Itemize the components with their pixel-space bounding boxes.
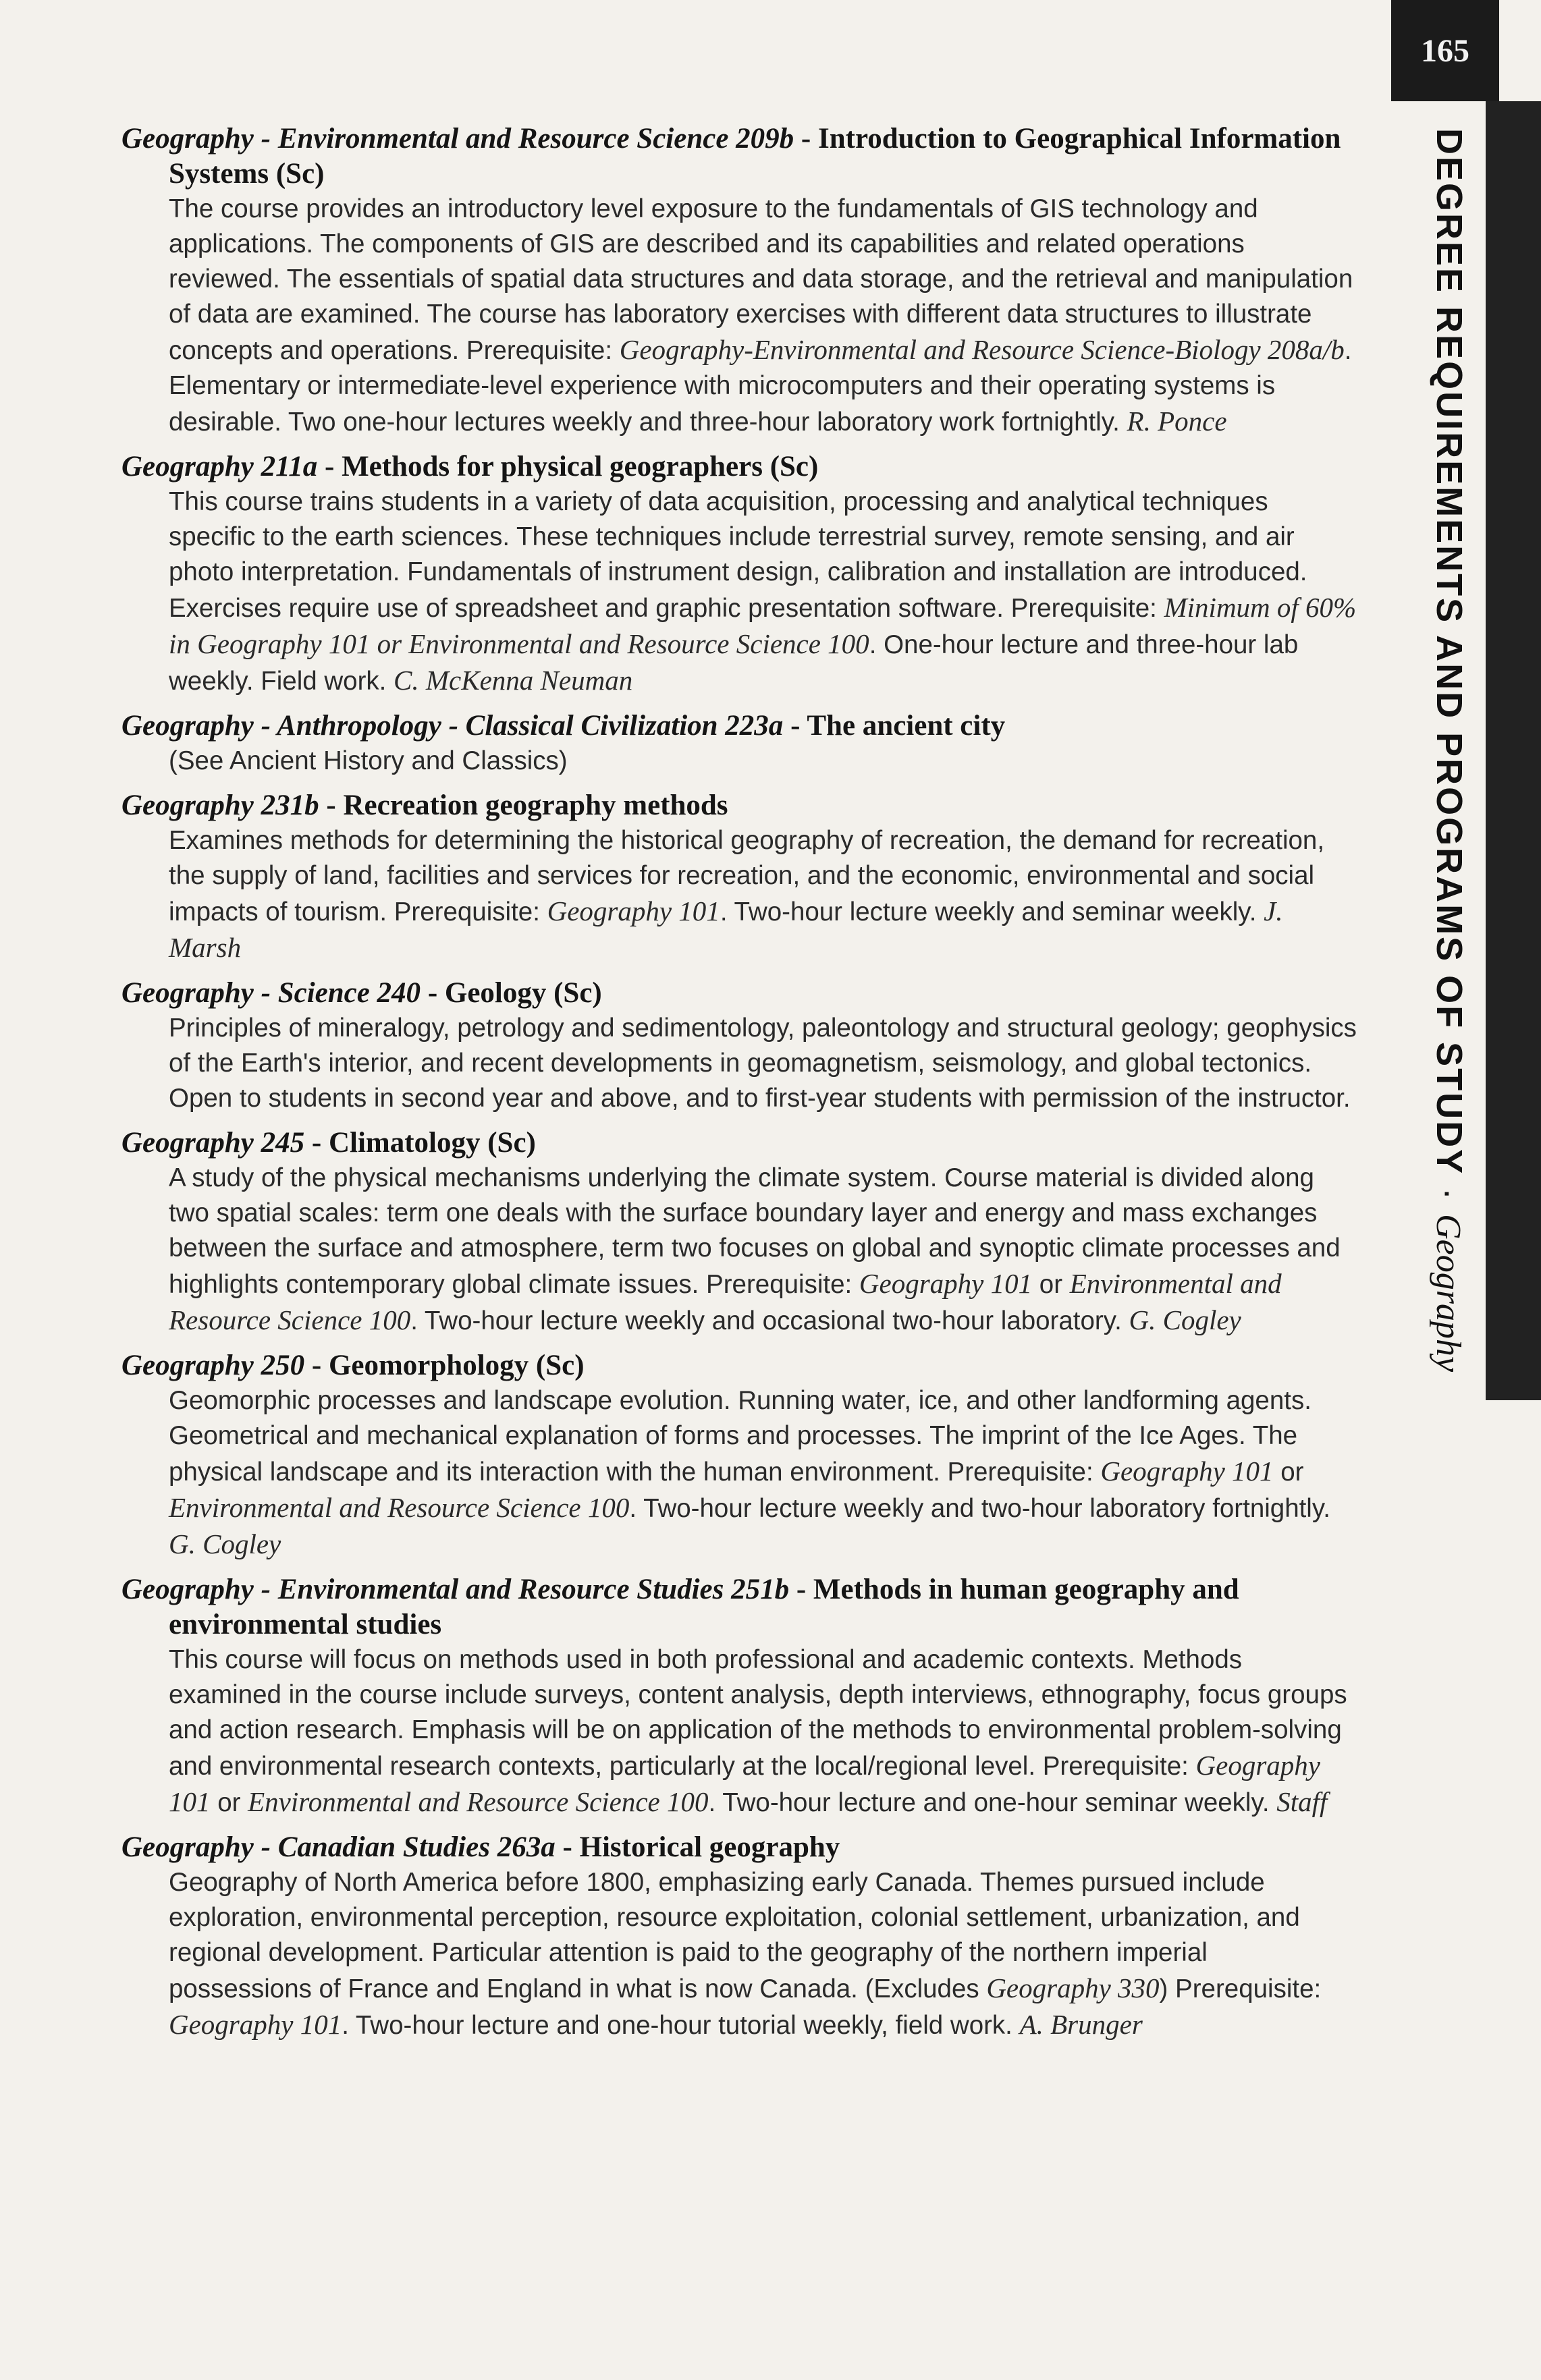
course-code: Geography - Environmental and Resource Science 209b: [121, 123, 794, 155]
description-text: Geography of North America before 1800, emphasizing early Canada. Themes pursued include exploration, environmental perception, resource exploitation, colonial settlement, urbanization, and regional development. Particular attention is paid to the geography of the northern imperial possessions of France and England in what is now Canada. (Excludes: [169, 1868, 1300, 2003]
description-emphasis: G. Cogley: [1129, 1304, 1241, 1335]
course-description: [121, 1383, 1357, 1563]
description-emphasis: Geography 101: [1100, 1456, 1274, 1487]
description-emphasis: A. Brunger: [1019, 2009, 1143, 2040]
description-text: Principles of mineralogy, petrology and sedimentology, paleontology and structural geology; geophysics of the Earth's interior, and recent developments in geomagnetism, seismology, and global tectonics. Open to students in second year and above, and to first-year students with permission of the instructor.: [169, 1014, 1357, 1113]
section-heading: DEGREE REQUIREMENTS AND PROGRAMS OF STUDY: [1429, 128, 1469, 1176]
description-text: or: [210, 1788, 248, 1817]
description-emphasis: Minimum of 60% in Geography 101 or Environmental and Resource Science 100: [169, 592, 1357, 659]
course-title: [121, 709, 1357, 744]
description-text: A study of the physical mechanisms underlying the climate system. Course material is divided along two spatial scales: term one deals with the surface boundary layer and energy and mass exchanges between the surface and atmosphere, term two focuses on global and synoptic climate processes and highlights contemporary global climate issues. Prerequisite:: [169, 1163, 1341, 1299]
course-name: - Recreation geography methods: [319, 790, 728, 821]
course-code: Geography 245: [121, 1127, 305, 1159]
course-name: - Historical geography: [555, 1831, 840, 1863]
description-text: . Two-hour lecture weekly and seminar weekly.: [720, 897, 1264, 926]
description-emphasis: Geography 101: [547, 895, 720, 926]
description-emphasis: G. Cogley: [169, 1528, 281, 1559]
description-text: Geomorphic processes and landscape evolution. Running water, ice, and other landforming agents. Geometrical and mechanical explanation of forms and processes. The imprint of the Ice Ages. The physical landscape and its interaction with the human environment. Prerequisite:: [169, 1386, 1312, 1487]
description-text: This course trains students in a variety of data acquisition, processing and analytical techniques specific to the earth sciences. These techniques include terrestrial survey, remote sensing, and air photo interpretation. Fundamentals of instrument design, calibration and installation are introduced. Exercises require use of spreadsheet and graphic presentation software. Prerequisite:: [169, 487, 1307, 623]
course-title: [121, 788, 1357, 823]
course-entry: [121, 1572, 1357, 1821]
description-text: . Two-hour lecture weekly and two-hour laboratory fortnightly.: [629, 1494, 1330, 1523]
description-emphasis: Environmental and Resource Science 100: [169, 1492, 630, 1523]
course-code: Geography - Canadian Studies 263a: [121, 1831, 556, 1863]
description-emphasis: Geography 101: [859, 1268, 1033, 1299]
course-name: - Climatology (Sc): [304, 1127, 536, 1159]
description-emphasis: R. Ponce: [1127, 406, 1227, 437]
course-name: - Introduction to Geographical Information Systems (Sc): [169, 123, 1341, 190]
course-code: Geography 231b: [121, 790, 319, 821]
description-text: or: [1032, 1270, 1070, 1299]
description-text: ) Prerequisite:: [1159, 1974, 1322, 2003]
description-text: . Two-hour lecture weekly and occasional two-hour laboratory.: [410, 1306, 1129, 1335]
course-title: [121, 449, 1357, 485]
page-number: 165: [1391, 0, 1499, 101]
description-text: Examines methods for determining the historical geography of recreation, the demand for recreation, the supply of land, facilities and services for recreation, and the economic, environmental and social impacts of tourism. Prerequisite:: [169, 826, 1325, 926]
course-description: [121, 1642, 1357, 1821]
course-description: [121, 1865, 1357, 2043]
course-name: - The ancient city: [783, 710, 1006, 742]
course-name: - Geology (Sc): [421, 977, 602, 1009]
course-code: Geography 250: [121, 1350, 305, 1381]
course-title: [121, 1348, 1357, 1383]
course-entry: [121, 709, 1357, 779]
course-code: Geography - Environmental and Resource Studies 251b: [121, 1574, 790, 1605]
course-description: [121, 744, 1357, 779]
course-listings: [121, 121, 1357, 2053]
description-text: The course provides an introductory level exposure to the fundamentals of GIS technology and applications. The components of GIS are described and its capabilities and related operations reviewed. The essentials of spatial data structures and data storage, and the retrieval and manipulation of data are examined. The course has laboratory exercises with different data structures to illustrate concepts and operations. Prerequisite:: [169, 194, 1353, 365]
course-description: [121, 1161, 1357, 1339]
course-description: [121, 1011, 1357, 1116]
side-running-heading: [1403, 128, 1484, 1373]
description-emphasis: Environmental and Resource Science 100: [248, 1786, 709, 1817]
description-emphasis: Geography 330: [986, 1972, 1160, 2003]
course-name: - Methods for physical geographers (Sc): [317, 451, 819, 482]
course-name: - Geomorphology (Sc): [304, 1350, 585, 1381]
course-code: Geography - Anthropology - Classical Civilization 223a: [121, 710, 784, 742]
course-description: [121, 192, 1357, 440]
description-text: or: [1273, 1458, 1304, 1487]
course-title: [121, 121, 1357, 192]
description-text: This course will focus on methods used in both professional and academic contexts. Methods examined in the course include surveys, content analysis, depth interviews, ethnography, focus groups and action research. Emphasis will be on application of the methods to environmental problem-solving and environmental research contexts, particularly at the local/regional level. Prerequisite:: [169, 1645, 1347, 1781]
course-entry: [121, 1126, 1357, 1339]
description-emphasis: C. McKenna Neuman: [394, 665, 633, 696]
description-text: . Elementary or intermediate-level experience with microcomputers and their operating systems is desirable. Two one-hour lectures weekly and three-hour laboratory work fortnightly.: [169, 336, 1352, 437]
description-emphasis: Environmental and Resource Science 100: [169, 1268, 1282, 1335]
course-entry: [121, 976, 1357, 1116]
heading-separator-icon: ·: [1429, 1188, 1469, 1215]
description-emphasis: J. Marsh: [169, 895, 1283, 963]
description-emphasis: Geography 101: [169, 2009, 342, 2040]
course-entry: [121, 449, 1357, 699]
course-title: [121, 976, 1357, 1011]
description-emphasis: Staff: [1276, 1786, 1328, 1817]
course-code: Geography - Science 240: [121, 977, 421, 1009]
description-text: . One-hour lecture and three-hour lab weekly. Field work.: [169, 630, 1299, 696]
course-entry: [121, 1348, 1357, 1563]
subject-heading: Geography: [1429, 1214, 1467, 1373]
description-text: (See Ancient History and Classics): [169, 746, 568, 775]
course-name: - Methods in human geography and environmental studies: [169, 1574, 1239, 1640]
description-emphasis: Geography-Environmental and Resource Science-Biology 208a/b: [619, 334, 1345, 365]
description-emphasis: Geography 101: [169, 1750, 1321, 1817]
course-entry: [121, 1830, 1357, 2043]
course-title: [121, 1572, 1357, 1642]
side-thumb-tab: [1486, 101, 1541, 1400]
course-entry: [121, 121, 1357, 440]
course-description: [121, 485, 1357, 699]
course-entry: [121, 788, 1357, 966]
course-code: Geography 211a: [121, 451, 318, 482]
description-text: . Two-hour lecture and one-hour seminar weekly.: [708, 1788, 1277, 1817]
course-title: [121, 1830, 1357, 1865]
course-title: [121, 1126, 1357, 1161]
course-description: [121, 823, 1357, 966]
description-text: . Two-hour lecture and one-hour tutorial weekly, field work.: [342, 2011, 1020, 2040]
